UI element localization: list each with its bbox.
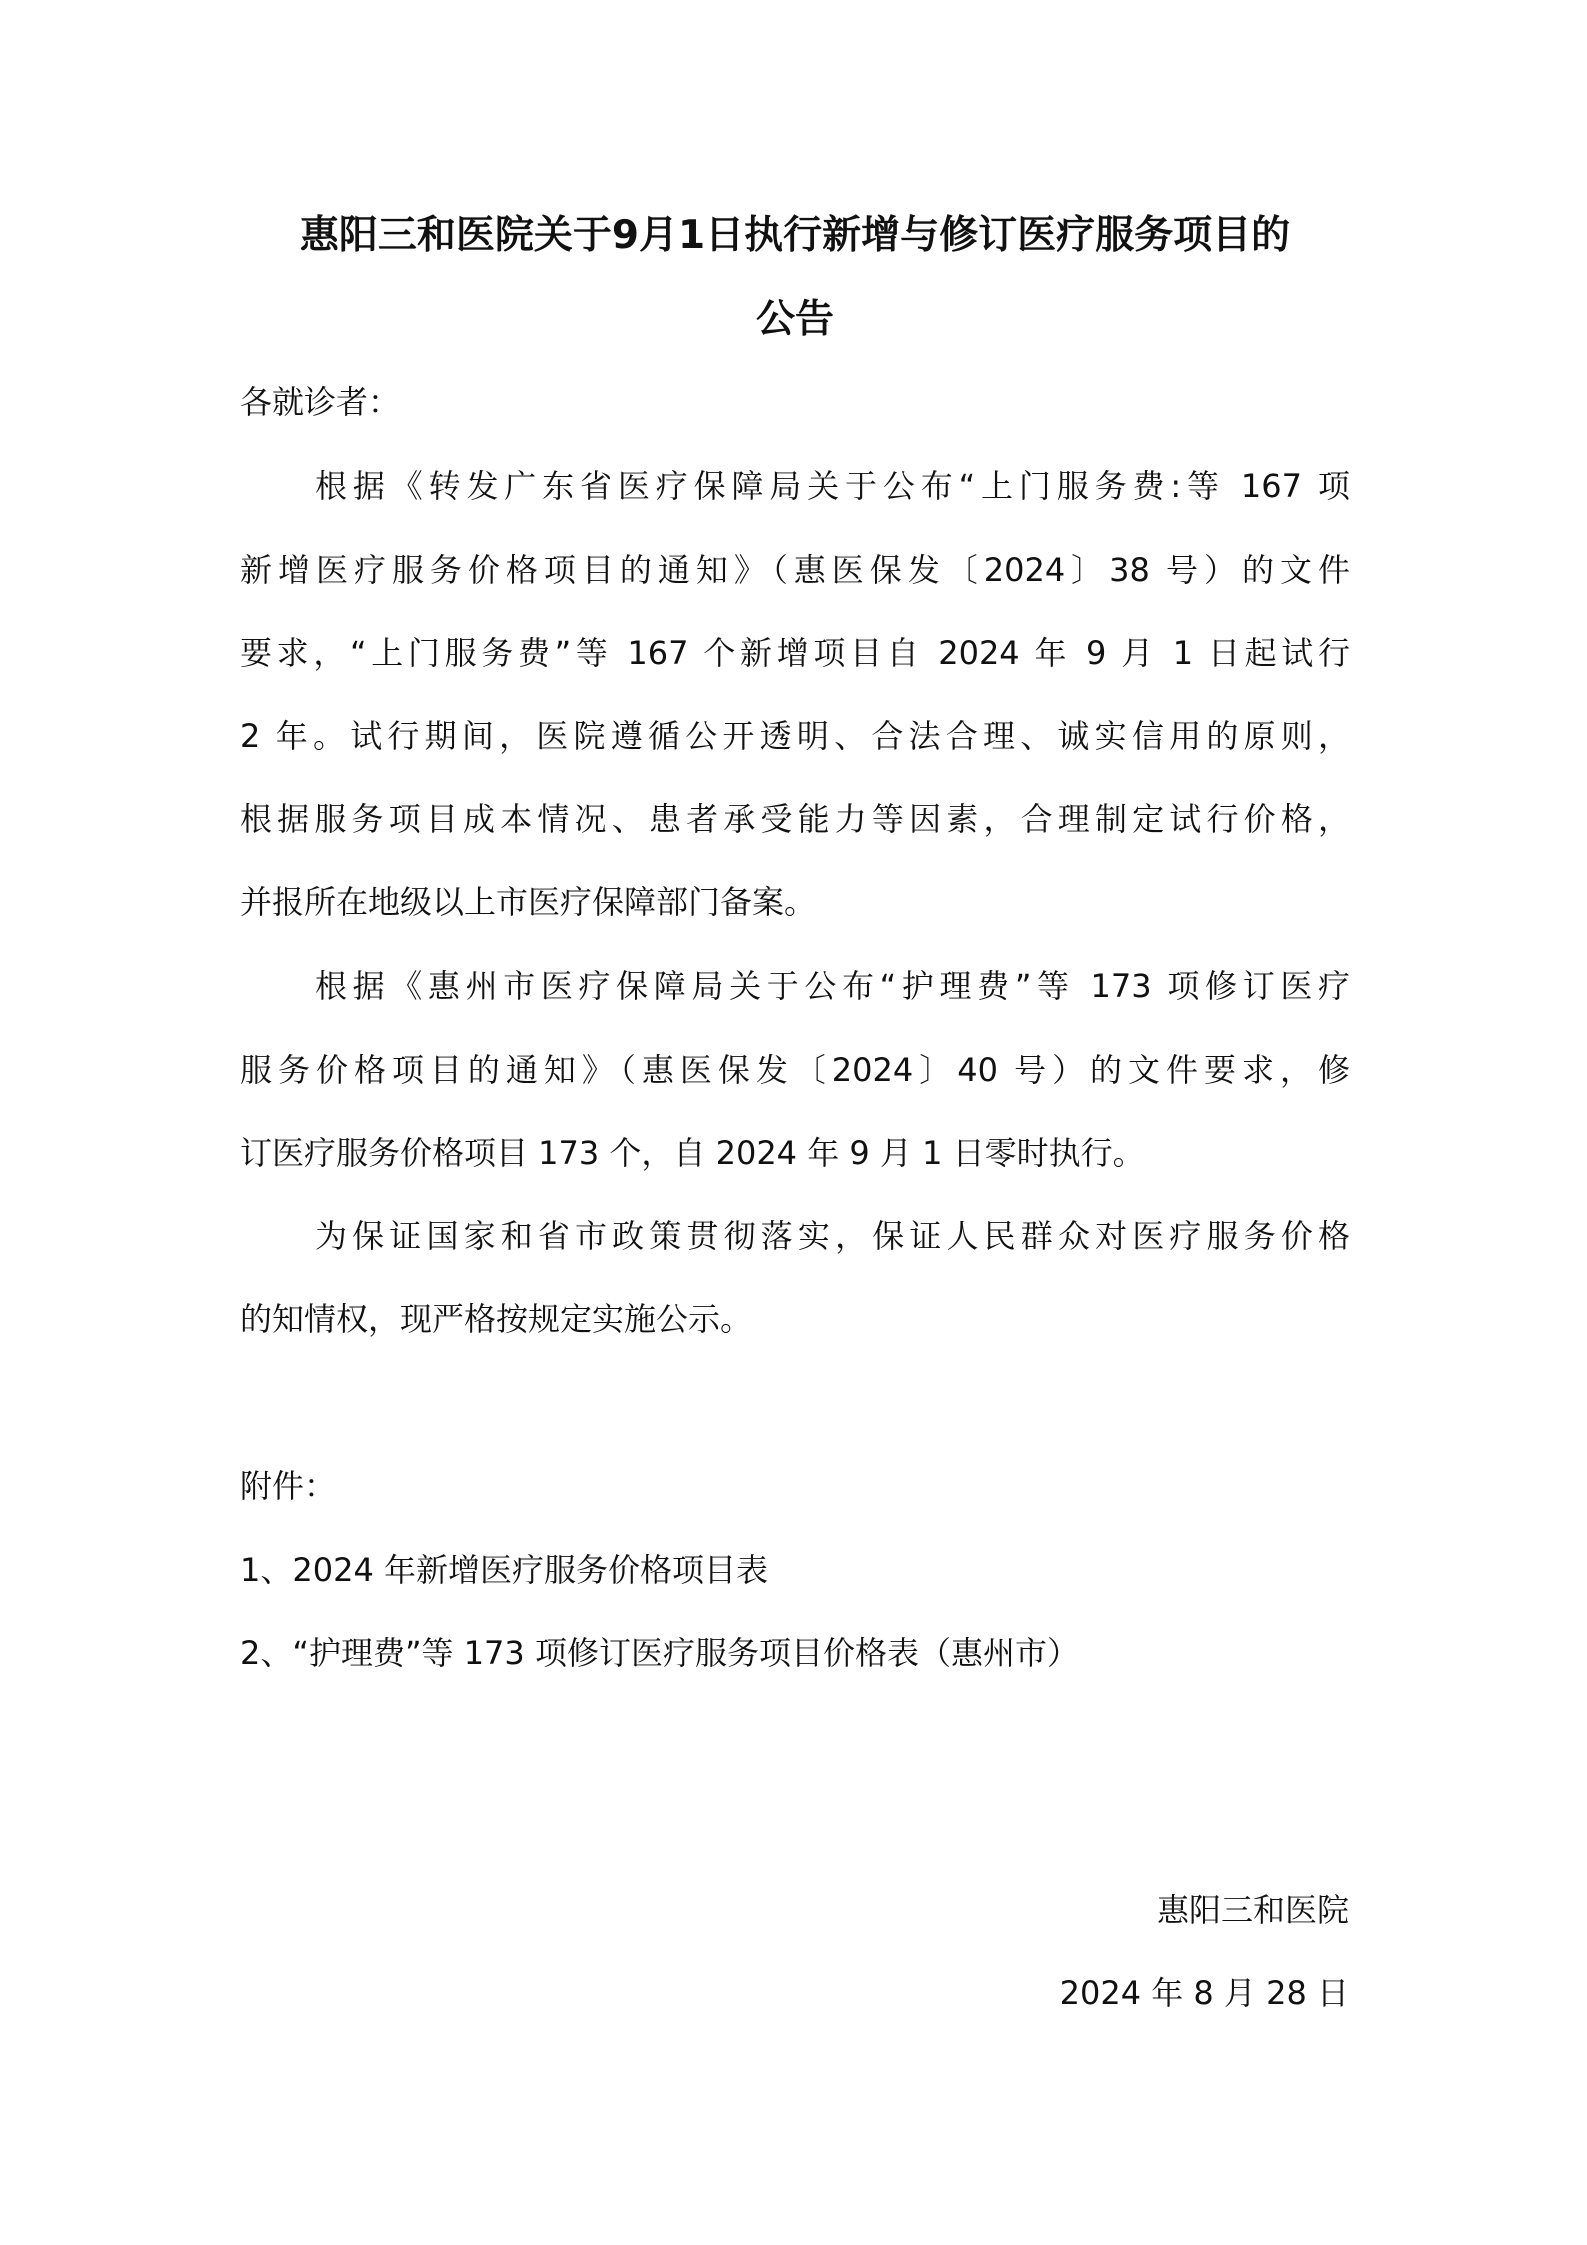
paragraph-1-line-1: 根据《转发广东省医疗保障局关于公布“上门服务费:等 167 项: [315, 467, 1350, 505]
title-line-2: 公告: [755, 297, 834, 342]
paragraph-2-line-1: 根据《惠州市医疗保障局关于公布“护理费”等 173 项修订医疗: [315, 967, 1350, 1005]
attachment-item-1: 1、2024 年新增医疗服务价格项目表: [240, 1551, 768, 1589]
document-title: [235, 194, 1355, 362]
attachments-label: 附件：: [240, 1467, 337, 1505]
paragraph-1-line-2: 新增医疗服务价格项目的通知》（惠医保发〔2024〕38 号）的文件: [240, 551, 1350, 589]
title-line-1: 惠阳三和医院关于9月1日执行新增与修订医疗服务项目的: [299, 213, 1291, 258]
paragraph-2-line-2: 服务价格项目的通知》（惠医保发〔2024〕40 号）的文件要求，修: [240, 1051, 1350, 1089]
salutation: 各就诊者：: [240, 383, 401, 421]
attachment-item-2: 2、“护理费”等 173 项修订医疗服务项目价格表（惠州市）: [240, 1634, 1079, 1672]
paragraph-2-line-3: 订医疗服务价格项目 173 个，自 2024 年 9 月 1 日零时执行。: [240, 1134, 1145, 1172]
paragraph-1-line-6: 并报所在地级以上市医疗保障部门备案。: [240, 883, 817, 921]
paragraph-3-line-2: 的知情权，现严格按规定实施公示。: [240, 1300, 753, 1338]
paragraph-1-line-3: 要求，“上门服务费”等 167 个新增项目自 2024 年 9 月 1 日起试行: [240, 634, 1350, 672]
paragraph-3-line-1: 为保证国家和省市政策贯彻落实，保证人民群众对医疗服务价格: [315, 1217, 1350, 1255]
signature-date: 2024 年 8 月 28 日: [1059, 1974, 1349, 2012]
paragraph-1-line-5: 根据服务项目成本情况、患者承受能力等因素，合理制定试行价格，: [240, 800, 1350, 838]
signature-organization: 惠阳三和医院: [1156, 1891, 1349, 1929]
paragraph-1-line-4: 2 年。试行期间，医院遵循公开透明、合法合理、诚实信用的原则，: [240, 717, 1350, 755]
